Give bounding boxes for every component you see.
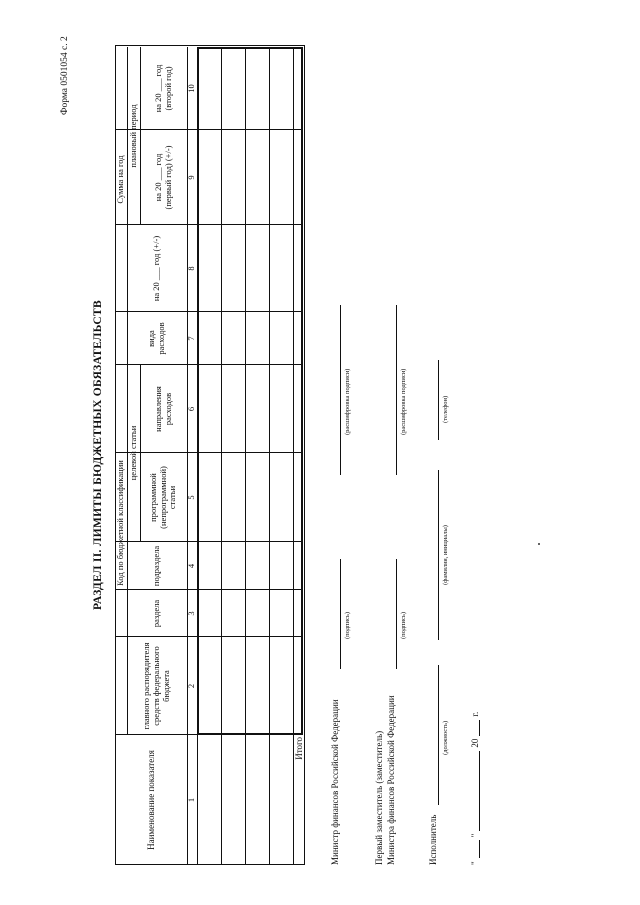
col-section-header: раздела — [151, 599, 162, 628]
minister-signature-line — [340, 559, 341, 669]
col-number-10: 10 — [186, 84, 197, 93]
col-number-4: 4 — [186, 563, 197, 569]
deputy-decoding-line — [396, 305, 397, 475]
executor-position-line — [438, 665, 439, 805]
date-suffix: г. — [470, 711, 480, 717]
col-main-manager-header: главного распорядителя средств федерального бюджета — [141, 642, 171, 730]
col-number-8: 8 — [186, 266, 197, 271]
col-target-article-header: целевой статьи — [127, 425, 138, 481]
col-expense-direction-header: направления расходов — [152, 386, 173, 432]
deputy-decoding-caption: (расшифровка подписи) — [400, 368, 407, 435]
deputy-title-line1: Первый заместитель (заместитель) — [374, 730, 384, 865]
col-number-3: 3 — [186, 611, 197, 616]
deputy-signature-line — [396, 559, 397, 669]
minister-decoding-caption: (расшифровка подписи) — [344, 368, 351, 435]
col-second-year-header: на 20 ___ год (второй год) — [152, 64, 173, 113]
col-sum-year-header: Сумма на год — [115, 155, 126, 204]
col-number-6: 6 — [186, 406, 197, 412]
date-year-prefix: 20 — [470, 738, 480, 748]
col-number-9: 9 — [186, 175, 197, 180]
executor-phone-line — [438, 360, 439, 440]
col-budget-code-header: Код по бюджетной классификации — [115, 460, 126, 586]
date-year-blank — [479, 720, 480, 736]
col-indicator-header: Наименование показателя — [145, 750, 156, 850]
executor-position-caption: (должность) — [442, 720, 449, 755]
form-code: Форма 0501054 с. 2 — [60, 36, 70, 115]
date-month-blank — [479, 751, 480, 831]
deputy-signature-caption: (подпись) — [400, 612, 407, 639]
col-number-7: 7 — [186, 336, 197, 341]
minister-signature-caption: (подпись) — [344, 612, 351, 639]
executor-phone-caption: (телефон) — [442, 395, 449, 423]
date-day-blank — [479, 840, 480, 858]
col-number-5: 5 — [186, 495, 197, 500]
limits-table — [115, 45, 305, 865]
total-label: Итого — [293, 737, 304, 760]
col-number-2: 2 — [186, 683, 197, 689]
col-first-year-header: на 20 ___ год (первый год) (+/-) — [152, 145, 173, 210]
executor-name-line — [438, 470, 439, 640]
executor-name-caption: (фамилия, инициалы) — [442, 525, 449, 585]
date-line — [466, 712, 480, 865]
minister-title: Министр финансов Российской Федерации — [330, 699, 340, 865]
date-quote-close: " — [470, 833, 480, 838]
minister-decoding-line — [340, 305, 341, 475]
date-quote-open: " — [470, 861, 480, 865]
col-subsection-header: подраздела — [151, 545, 162, 587]
col-number-1: 1 — [186, 797, 197, 803]
deputy-title-line2: Министра финансов Российской Федерации — [386, 695, 396, 865]
executor-label: Исполнитель — [428, 814, 438, 865]
col-plan-period-header: плановый период — [127, 104, 138, 168]
col-current-year-header: на 20 ___ год (+/-) — [151, 235, 162, 302]
section-title: РАЗДЕЛ II. ЛИМИТЫ БЮДЖЕТНЫХ ОБЯЗАТЕЛЬСТВ — [92, 300, 104, 610]
col-program-article-header: программной (непрограммной) статьи — [147, 466, 178, 529]
scan-speck — [538, 543, 540, 545]
col-expense-type-header: вида расходов — [146, 322, 166, 355]
